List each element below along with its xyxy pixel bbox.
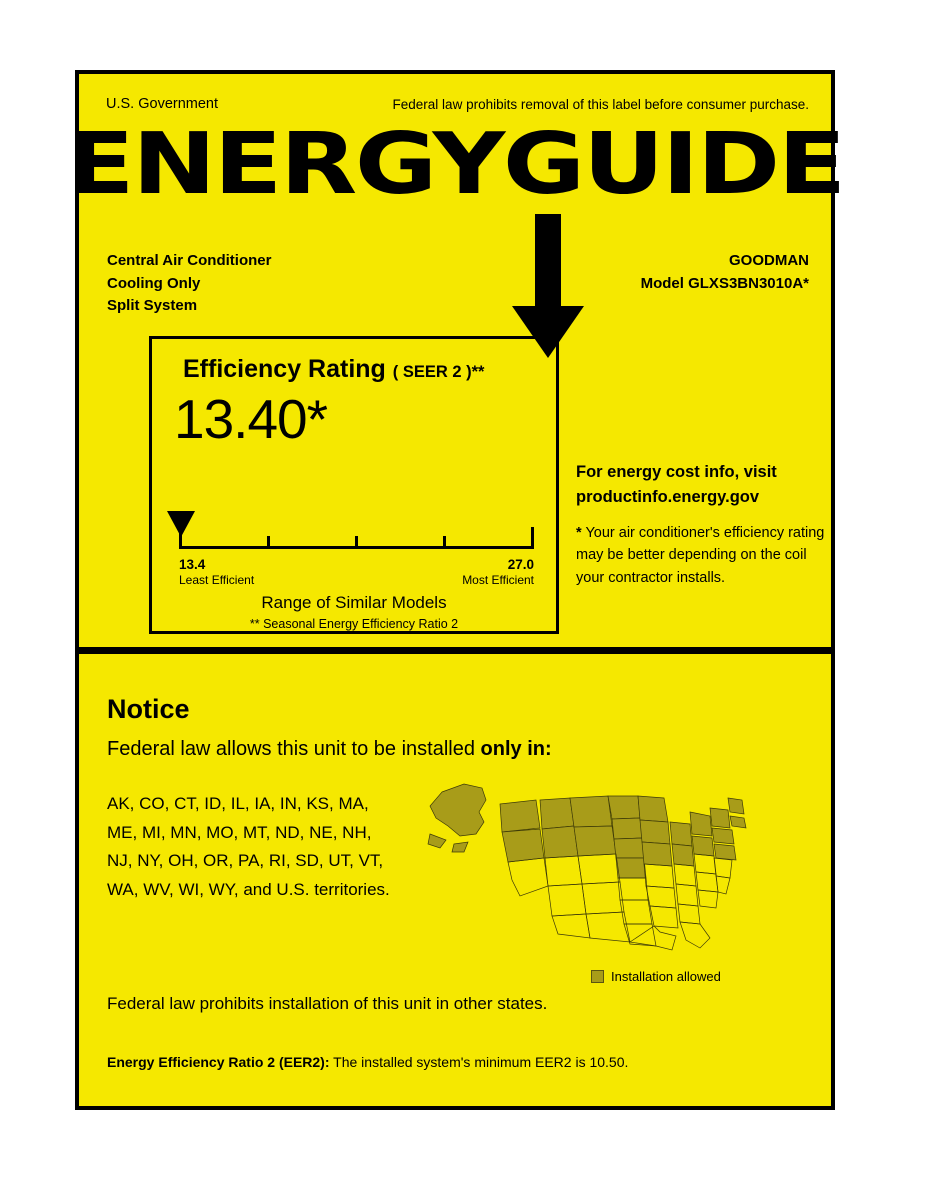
notice-subtitle (107, 738, 552, 761)
asterisk-footnote-text: Your air conditioner's efficiency rating may be better depending on the coil your contractor installs. (576, 525, 825, 586)
us-map-graphic (424, 774, 754, 959)
energyguide-wordmark: ENERGYGUIDE (66, 115, 844, 214)
scale-pointer-icon (167, 511, 195, 537)
brand-model-block (641, 250, 809, 295)
efficiency-scale (179, 511, 534, 587)
eer2-value-text: The installed system's minimum EER2 is 10.50. (329, 1054, 629, 1070)
asterisk-mark: * (576, 525, 582, 541)
scale-min-label: Least Efficient (179, 573, 255, 587)
scale-tick-1 (267, 536, 270, 549)
product-type-line-3: Split System (107, 297, 198, 314)
efficiency-rating-value: 13.40* (174, 388, 328, 450)
prohibited-states-note: Federal law prohibits installation of this unit in other states. (107, 994, 548, 1013)
product-type-line-2: Cooling Only (107, 274, 201, 292)
allowed-states-list (107, 790, 457, 904)
allowed-states-line-3: NJ, NY, OH, OR, PA, RI, SD, UT, VT, (107, 851, 384, 871)
efficiency-title-unit: ( SEER 2 )** (392, 363, 485, 381)
energyguide-label (66, 70, 844, 1110)
allowed-states-line-4: WA, WV, WI, WY, and U.S. territories. (107, 879, 390, 899)
efficiency-rating-title (183, 355, 484, 384)
range-caption: Range of Similar Models (261, 593, 447, 612)
federal-law-removal-notice: Federal law prohibits removal of this label before consumer purchase. (392, 97, 809, 112)
efficiency-title-main: Efficiency Rating (183, 355, 386, 383)
notice-subtitle-emphasis: only in: (480, 738, 552, 760)
scale-max-value: 27.0 (507, 557, 534, 572)
brand-name: GOODMAN (729, 252, 809, 269)
product-type-line-1: Central Air Conditioner (107, 252, 272, 269)
label-bottom-section (79, 654, 831, 1100)
legend-swatch-icon (591, 970, 604, 983)
allowed-states-line-1: AK, CO, CT, ID, IL, IA, IN, KS, MA, (107, 794, 369, 813)
efficiency-rating-box (149, 336, 559, 634)
energy-cost-line-1: For energy cost info, visit (576, 463, 777, 481)
range-footnote: ** Seasonal Energy Efficiency Ratio 2 (249, 617, 459, 631)
product-type-block (107, 250, 271, 318)
scale-tick-3 (443, 536, 446, 549)
energy-cost-info (576, 460, 821, 510)
scale-tick-end (531, 527, 534, 549)
eer2-note (107, 1054, 628, 1070)
asterisk-footnote (576, 522, 826, 589)
model-number: Model GLXS3BN3010A* (640, 274, 809, 292)
us-government-text: U.S. Government (106, 96, 219, 112)
scale-min-value: 13.4 (179, 557, 206, 572)
allowed-states-line-2: ME, MI, MN, MO, MT, ND, NE, NH, (107, 822, 372, 842)
notice-subtitle-prefix: Federal law allows this unit to be installed (107, 738, 481, 760)
map-legend-label: Installation allowed (611, 969, 721, 984)
notice-title: Notice (107, 694, 190, 724)
us-map-icon (424, 774, 754, 959)
label-top-section (66, 74, 844, 654)
scale-tick-2 (355, 536, 358, 549)
energy-cost-url[interactable]: productinfo.energy.gov (576, 487, 760, 506)
eer2-label: Energy Efficiency Ratio 2 (EER2): (107, 1054, 330, 1070)
scale-max-label: Most Efficient (462, 573, 534, 587)
map-legend (591, 969, 721, 984)
